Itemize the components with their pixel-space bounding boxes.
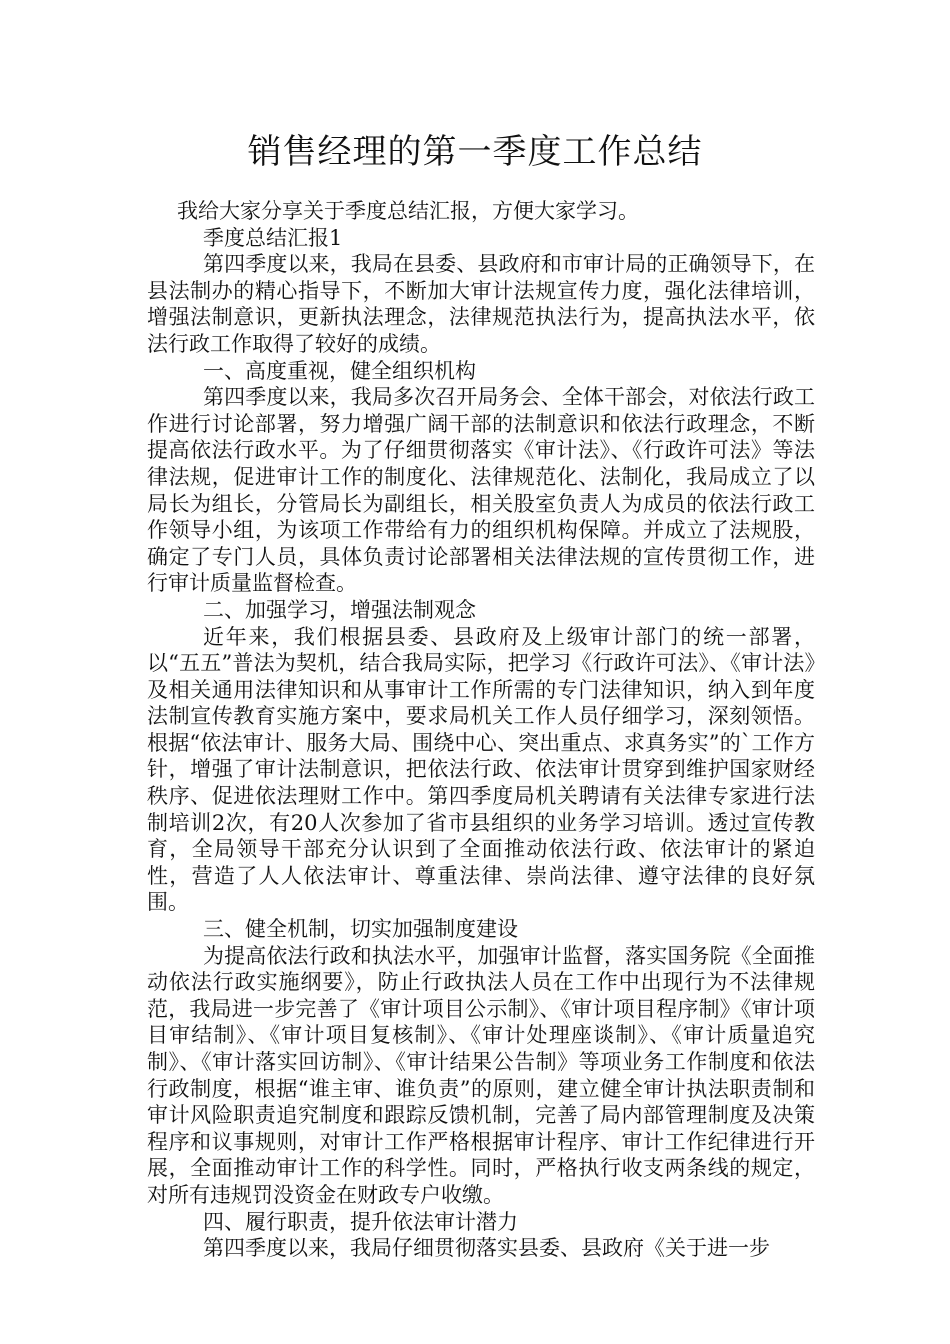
document-title: 销售经理的第一季度工作总结 [247,132,703,172]
intro-paragraph: 我给大家分享关于季度总结汇报，方便大家学习。 [177,199,639,223]
report-heading: 季度总结汇报1 [203,225,343,250]
section-heading-2: 二、加强学习，增强法制观念 [203,597,476,622]
section-heading-3: 三、健全机制，切实加强制度建设 [203,917,518,942]
document-body [147,198,815,1262]
body-paragraph: 为提高依法行政和执法水平，加强审计监督，落实国务院《全面推动依法行政实施纲要》，防止行政执法人员在工作中出现行为不法律规范，我局进一步完善了《审计项目公示制》、《审计项目程序制》《审计项目审结制》、《审计项目复核制》、《审计处理座谈制》、《审计质量追究制》、《审计落实回访制》、《审计结果公告制》等项业务工作制度和依法行政制度，根据“谁主审、谁负责”的原则，建立健全审计执法职责制和审计风险职责追究制度和跟踪反馈机制，完善了局内部管理制度及决策程序和议事规则，对审计工作严格根据审计程序、审计工作纪律进行开展，全面推动审计工作的科学性。同时，严格执行收支两条线的规定，对所有违规罚没资金在财政专户收缴。 [147,943,815,1207]
body-paragraph: 第四季度以来，我局仔细贯彻落实县委、县政府《关于进一步 [203,1236,770,1261]
body-paragraph: 近年来，我们根据县委、县政府及上级审计部门的统一部署，以“五五”普法为契机，结合我局实际，把学习《行政许可法》、《审计法》及相关通用法律知识和从事审计工作所需的专门法律知识，纳入到年度法制宣传教育实施方案中，要求局机关工作人员仔细学习，深刻领悟。根据“依法审计、服务大局、围绕中心、突出重点、求真务实”的`工作方针，增强了审计法制意识，把依法行政、依法审计贯穿到维护国家财经秩序、促进依法理财工作中。第四季度局机关聘请有关法律专家进行法制培训2次，有20人次参加了省市县组织的业务学习培训。透过宣传教育，全局领导干部充分认识到了全面推动依法行政、依法审计的紧迫性，营造了人人依法审计、尊重法律、崇尚法律、遵守法律的良好氛围。 [147,624,815,915]
body-paragraph: 第四季度以来，我局多次召开局务会、全体干部会，对依法行政工作进行讨论部署，努力增强广阔干部的法制意识和依法行政理念，不断提高依法行政水平。为了仔细贯彻落实《审计法》、《行政许可法》等法律法规，促进审计工作的制度化、法律规范化、法制化，我局成立了以局长为组长，分管局长为副组长，相关股室负责人为成员的依法行政工作领导小组，为该项工作带给有力的组织机构保障。并成立了法规股，确定了专门人员，具体负责讨论部署相关法律法规的宣传贯彻工作，进行审计质量监督检查。 [147,385,815,596]
section-heading-4: 四、履行职责，提升依法审计潜力 [203,1209,518,1234]
body-paragraph: 第四季度以来，我局在县委、县政府和市审计局的正确领导下，在县法制办的精心指导下，不断加大审计法规宣传力度，强化法律培训，增强法制意识，更新执法理念，法律规范执法行为，提高执法水平，依法行政工作取得了较好的成绩。 [147,252,815,356]
section-heading-1: 一、高度重视，健全组织机构 [203,358,476,383]
